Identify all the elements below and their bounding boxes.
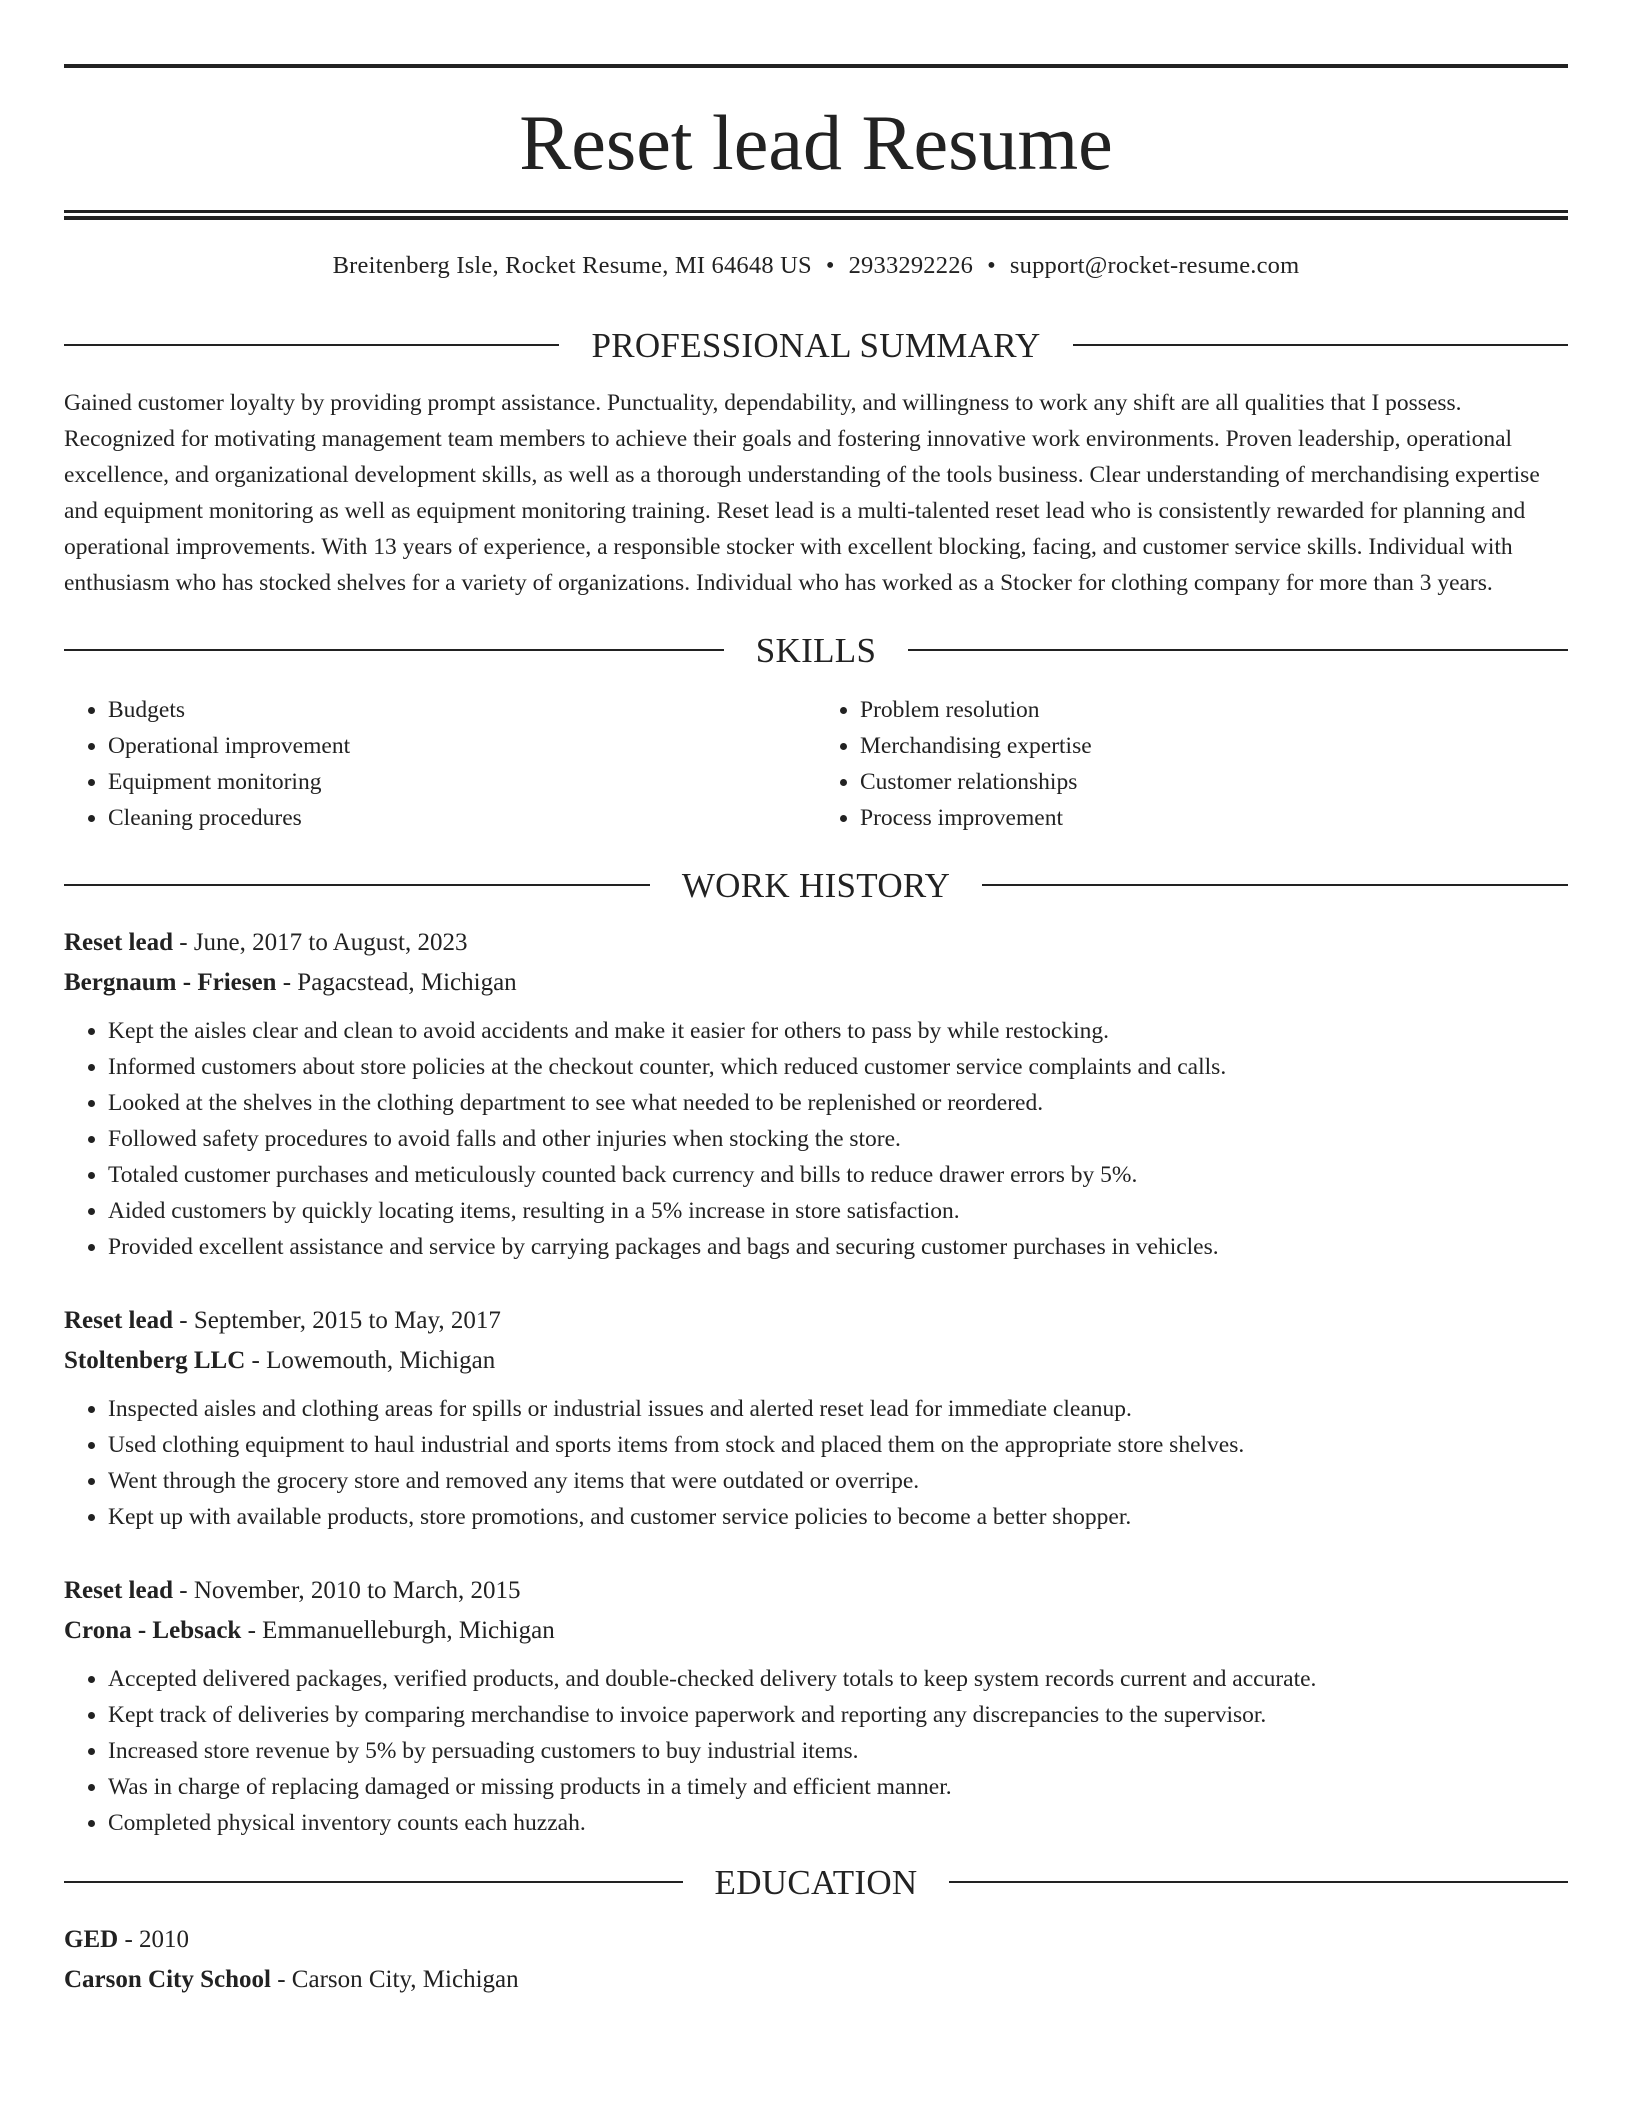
skill-item: • Merchandising expertise	[860, 728, 1568, 764]
education-heading-label: EDUCATION	[714, 1862, 918, 1902]
contact-separator: •	[825, 252, 835, 279]
contact-email: support@rocket-resume.com	[1009, 252, 1300, 279]
heading-rule-left	[64, 884, 650, 886]
job-bullet: • Kept the aisles clear and clean to avoid accidents and make it easier for others to pass by while restocking.	[108, 1013, 1568, 1049]
job-entry	[64, 1571, 1568, 1841]
skills-column-right	[816, 692, 1568, 836]
work-heading-label: WORK HISTORY	[681, 865, 951, 905]
job-bullets	[64, 1013, 1568, 1265]
skills-section-heading	[64, 630, 1568, 670]
job-bullet: • Looked at the shelves in the clothing department to see what needed to be replenished or reordered.	[108, 1085, 1568, 1121]
skill-item: • Customer relationships	[860, 764, 1568, 800]
job-location: - Emmanuelleburgh, Michigan	[241, 1616, 555, 1644]
skill-item: • Equipment monitoring	[108, 764, 816, 800]
heading-rule-left	[64, 649, 724, 651]
work-section-heading	[64, 865, 1568, 905]
job-location: - Pagacstead, Michigan	[276, 968, 517, 996]
summary-heading-label: PROFESSIONAL SUMMARY	[591, 325, 1041, 365]
heading-rule-right	[1073, 344, 1568, 346]
heading-rule-right	[908, 649, 1568, 651]
education-year: - 2010	[118, 1925, 190, 1953]
job-bullet: • Completed physical inventory counts each huzzah.	[108, 1805, 1568, 1841]
job-bullet: • Went through the grocery store and removed any items that were outdated or overripe.	[108, 1463, 1568, 1499]
contact-address: Breitenberg Isle, Rocket Resume, MI 64648 US	[332, 252, 812, 279]
job-entry	[64, 923, 1568, 1265]
education-section-heading	[64, 1862, 1568, 1902]
job-entry	[64, 1301, 1568, 1535]
skill-item: • Budgets	[108, 692, 816, 728]
job-title: Reset lead	[64, 1576, 173, 1604]
summary-section-heading	[64, 325, 1568, 365]
job-company: Stoltenberg LLC	[64, 1346, 246, 1374]
skill-item: • Cleaning procedures	[108, 800, 816, 836]
skill-item: • Operational improvement	[108, 728, 816, 764]
education-school: Carson City School	[64, 1965, 271, 1993]
job-bullet: • Followed safety procedures to avoid falls and other injuries when stocking the store.	[108, 1121, 1568, 1157]
heading-rule-right	[982, 884, 1568, 886]
job-location: - Lowemouth, Michigan	[245, 1346, 496, 1374]
job-bullet: • Was in charge of replacing damaged or missing products in a timely and efficient manner.	[108, 1769, 1568, 1805]
job-bullet: • Totaled customer purchases and meticulously counted back currency and bills to reduce drawer errors by 5%.	[108, 1157, 1568, 1193]
job-title-line	[64, 923, 1568, 963]
job-bullets	[64, 1661, 1568, 1841]
title-double-rule	[64, 210, 1568, 220]
job-bullet: • Used clothing equipment to haul industrial and sports items from stock and placed them on the appropriate store shelves.	[108, 1427, 1568, 1463]
summary-text: Gained customer loyalty by providing prompt assistance. Punctuality, dependability, and willingness to work any shift are all qualities that I possess. Recognized for motivating management team members to achieve their goals and fostering innovative work environments. Proven leadership, operational excellence, and organizational development skills, as well as a thorough understanding of the tools business. Clear understanding of merchandising expertise and equipment monitoring as well as equipment monitoring training. Reset lead is a multi-talented reset lead who is consistently rewarded for planning and operational improvements. With 13 years of experience, a responsible stocker with excellent blocking, facing, and customer service skills. Individual with enthusiasm who has stocked shelves for a variety of organizations. Individual who has worked as a Stocker for clothing company for more than 3 years.	[64, 389, 1540, 596]
skill-item: • Process improvement	[860, 800, 1568, 836]
contact-line	[64, 250, 1568, 282]
skills-heading-label: SKILLS	[755, 630, 877, 670]
contact-separator: •	[987, 252, 996, 279]
job-bullet: • Aided customers by quickly locating items, resulting in a 5% increase in store satisfaction.	[108, 1193, 1568, 1229]
job-title-line	[64, 1571, 1568, 1611]
job-title-line	[64, 1301, 1568, 1341]
job-title: Reset lead	[64, 928, 173, 956]
job-bullets	[64, 1391, 1568, 1535]
job-dates: - September, 2015 to May, 2017	[173, 1306, 501, 1334]
heading-rule-left	[64, 344, 559, 346]
education-degree-line	[64, 1920, 1568, 1960]
page-title: Reset lead Resume	[519, 99, 1113, 186]
job-bullet: • Provided excellent assistance and service by carrying packages and bags and securing customer purchases in vehicles.	[108, 1229, 1568, 1265]
job-bullet: • Increased store revenue by 5% by persuading customers to buy industrial items.	[108, 1733, 1568, 1769]
top-rule	[64, 64, 1568, 68]
job-bullet: • Inspected aisles and clothing areas for spills or industrial issues and alerted reset lead for immediate cleanup.	[108, 1391, 1568, 1427]
skills-grid	[64, 692, 1568, 836]
job-bullet: • Kept up with available products, store promotions, and customer service policies to become a better shopper.	[108, 1499, 1568, 1535]
job-company: Crona - Lebsack	[64, 1616, 242, 1644]
education-school-line	[64, 1960, 1568, 2000]
contact-phone: 2933292226	[848, 252, 974, 279]
job-dates: - June, 2017 to August, 2023	[173, 928, 468, 956]
job-bullet: • Kept track of deliveries by comparing merchandise to invoice paperwork and reporting any discrepancies to the supervisor.	[108, 1697, 1568, 1733]
job-bullet: • Informed customers about store policies at the checkout counter, which reduced customer service complaints and calls.	[108, 1049, 1568, 1085]
skill-item: • Problem resolution	[860, 692, 1568, 728]
education-degree: GED	[64, 1925, 119, 1953]
job-dates: - November, 2010 to March, 2015	[173, 1576, 521, 1604]
heading-rule-right	[949, 1881, 1568, 1883]
job-company-line	[64, 1341, 1568, 1381]
skills-column-left	[64, 692, 816, 836]
education-entry	[64, 1920, 1568, 2000]
job-company-line	[64, 1611, 1568, 1651]
job-bullet: • Accepted delivered packages, verified products, and double-checked delivery totals to keep system records current and accurate.	[108, 1661, 1568, 1697]
education-location: - Carson City, Michigan	[270, 1965, 519, 1993]
heading-rule-left	[64, 1881, 683, 1883]
job-title: Reset lead	[64, 1306, 173, 1334]
job-company: Bergnaum - Friesen	[64, 968, 277, 996]
job-company-line	[64, 963, 1568, 1003]
